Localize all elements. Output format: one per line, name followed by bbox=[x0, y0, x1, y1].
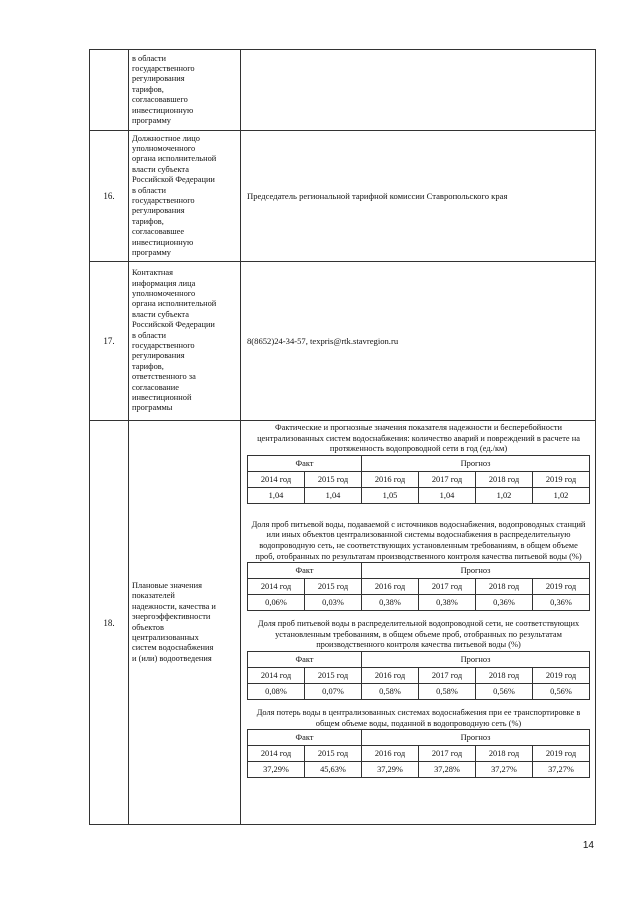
row-label-text: Плановые значения показателей надежности, качества и энергоэффективности объектов централизованных систем водоснабжения и (или) водоотведения bbox=[132, 580, 216, 663]
indicator-caption: Доля потерь воды в централизованных системах водоснабжения при ее транспортировке в общем объеме воды, поданной в водопроводную сеть (%) bbox=[256, 707, 581, 728]
row-number: 17. bbox=[90, 262, 129, 421]
value-cell: 1,04 bbox=[248, 487, 305, 503]
indicator-block bbox=[247, 423, 590, 504]
indicator-block bbox=[247, 619, 590, 700]
value-cell: 0,56% bbox=[476, 683, 533, 699]
year-cell: 2018 год bbox=[476, 471, 533, 487]
year-cell: 2016 год bbox=[362, 667, 419, 683]
row-number bbox=[90, 50, 129, 131]
year-cell: 2014 год bbox=[248, 667, 305, 683]
indicator-block bbox=[247, 520, 590, 611]
passport-table bbox=[89, 49, 596, 825]
year-cell: 2014 год bbox=[248, 746, 305, 762]
forecast-header: Прогноз bbox=[362, 730, 590, 746]
table-row bbox=[90, 50, 596, 131]
table-row bbox=[90, 421, 596, 825]
year-cell: 2015 год bbox=[305, 746, 362, 762]
forecast-header: Прогноз bbox=[362, 455, 590, 471]
value-cell: 0,08% bbox=[248, 683, 305, 699]
indicators-cell bbox=[241, 421, 596, 825]
value-cell: 0,06% bbox=[248, 595, 305, 611]
year-cell: 2014 год bbox=[248, 471, 305, 487]
fact-header: Факт bbox=[248, 563, 362, 579]
indicator-caption: Доля проб питьевой воды, подаваемой с источников водоснабжения, водопроводных станций или иных объектов централизованной системы водоснабжения в распределительную водопроводную сеть, не соответствующих установленным требованиям, в общем объеме проб, отобранных по результатам производственного контроля качества питьевой воды (%) bbox=[251, 519, 586, 561]
value-cell: 1,02 bbox=[533, 487, 590, 503]
year-cell: 2019 год bbox=[533, 579, 590, 595]
indicator-table bbox=[247, 562, 590, 611]
year-cell: 2017 год bbox=[419, 746, 476, 762]
value-cell: 1,02 bbox=[476, 487, 533, 503]
year-cell: 2018 год bbox=[476, 667, 533, 683]
value-cell: 45,63% bbox=[305, 762, 362, 778]
year-cell: 2018 год bbox=[476, 579, 533, 595]
year-cell: 2019 год bbox=[533, 471, 590, 487]
value-cell: 37,27% bbox=[533, 762, 590, 778]
row-label bbox=[129, 262, 241, 421]
year-cell: 2017 год bbox=[419, 471, 476, 487]
value-cell: 0,58% bbox=[419, 683, 476, 699]
row-value: 8(8652)24-34-57, texpris@rtk.stavregion.ru bbox=[241, 262, 596, 421]
value-cell: 0,38% bbox=[419, 595, 476, 611]
indicator-table bbox=[247, 729, 590, 778]
page-number: 14 bbox=[582, 840, 594, 851]
indicator-caption: Доля проб питьевой воды в распределительной водопроводной сети, не соответствующих установленным требованиям, в общем объеме проб, отобранных по результатам производственного контроля качества питьевой воды (%) bbox=[257, 619, 580, 650]
value-cell: 1,04 bbox=[305, 487, 362, 503]
year-cell: 2017 год bbox=[419, 667, 476, 683]
row-label bbox=[129, 50, 241, 131]
year-cell: 2019 год bbox=[533, 667, 590, 683]
year-cell: 2016 год bbox=[362, 746, 419, 762]
row-label-text: в области государственного регулирования тарифов, согласовавшего инвестиционную программу bbox=[132, 53, 195, 126]
indicators-container bbox=[241, 423, 595, 778]
fact-header: Факт bbox=[248, 730, 362, 746]
value-cell: 1,04 bbox=[419, 487, 476, 503]
year-cell: 2017 год bbox=[419, 579, 476, 595]
value-cell: 0,03% bbox=[305, 595, 362, 611]
value-cell: 0,07% bbox=[305, 683, 362, 699]
row-number: 18. bbox=[90, 421, 129, 825]
year-cell: 2015 год bbox=[305, 579, 362, 595]
value-cell: 0,56% bbox=[533, 683, 590, 699]
year-cell: 2016 год bbox=[362, 579, 419, 595]
value-cell: 1,05 bbox=[362, 487, 419, 503]
row-label bbox=[129, 131, 241, 262]
row-value bbox=[241, 50, 596, 131]
row-value: Председатель региональной тарифной комиссии Ставропольского края bbox=[241, 131, 596, 262]
year-cell: 2019 год bbox=[533, 746, 590, 762]
row-label bbox=[129, 421, 241, 825]
value-cell: 37,27% bbox=[476, 762, 533, 778]
value-cell: 37,29% bbox=[362, 762, 419, 778]
indicator-table bbox=[247, 651, 590, 700]
table-row bbox=[90, 262, 596, 421]
year-cell: 2018 год bbox=[476, 746, 533, 762]
indicator-block bbox=[247, 708, 590, 778]
year-cell: 2015 год bbox=[305, 471, 362, 487]
indicator-table bbox=[247, 455, 590, 504]
value-cell: 37,29% bbox=[248, 762, 305, 778]
year-cell: 2016 год bbox=[362, 471, 419, 487]
forecast-header: Прогноз bbox=[362, 563, 590, 579]
indicator-caption: Фактические и прогнозные значения показателя надежности и бесперебойности централизованных систем водоснабжения: количество аварий и повреждений в расчете на протяженность водопроводной сети в год (ед./км) bbox=[257, 423, 580, 454]
value-cell: 0,36% bbox=[533, 595, 590, 611]
forecast-header: Прогноз bbox=[362, 651, 590, 667]
row-label-text: Контактная информация лица уполномоченного органа исполнительной власти субъекта Российской Федерации в области государственного регулирования тарифов, ответственного за согласование инвестиционной программы bbox=[132, 268, 217, 413]
value-cell: 0,36% bbox=[476, 595, 533, 611]
fact-header: Факт bbox=[248, 651, 362, 667]
value-cell: 0,38% bbox=[362, 595, 419, 611]
year-cell: 2015 год bbox=[305, 667, 362, 683]
value-cell: 37,28% bbox=[419, 762, 476, 778]
fact-header: Факт bbox=[248, 455, 362, 471]
value-cell: 0,58% bbox=[362, 683, 419, 699]
row-label-text: Должностное лицо уполномоченного органа исполнительной власти субъекта Российской Федерации в области государственного регулирования тарифов, согласовавшее инвестиционную программу bbox=[132, 133, 217, 258]
year-cell: 2014 год bbox=[248, 579, 305, 595]
row-number: 16. bbox=[90, 131, 129, 262]
table-row bbox=[90, 131, 596, 262]
